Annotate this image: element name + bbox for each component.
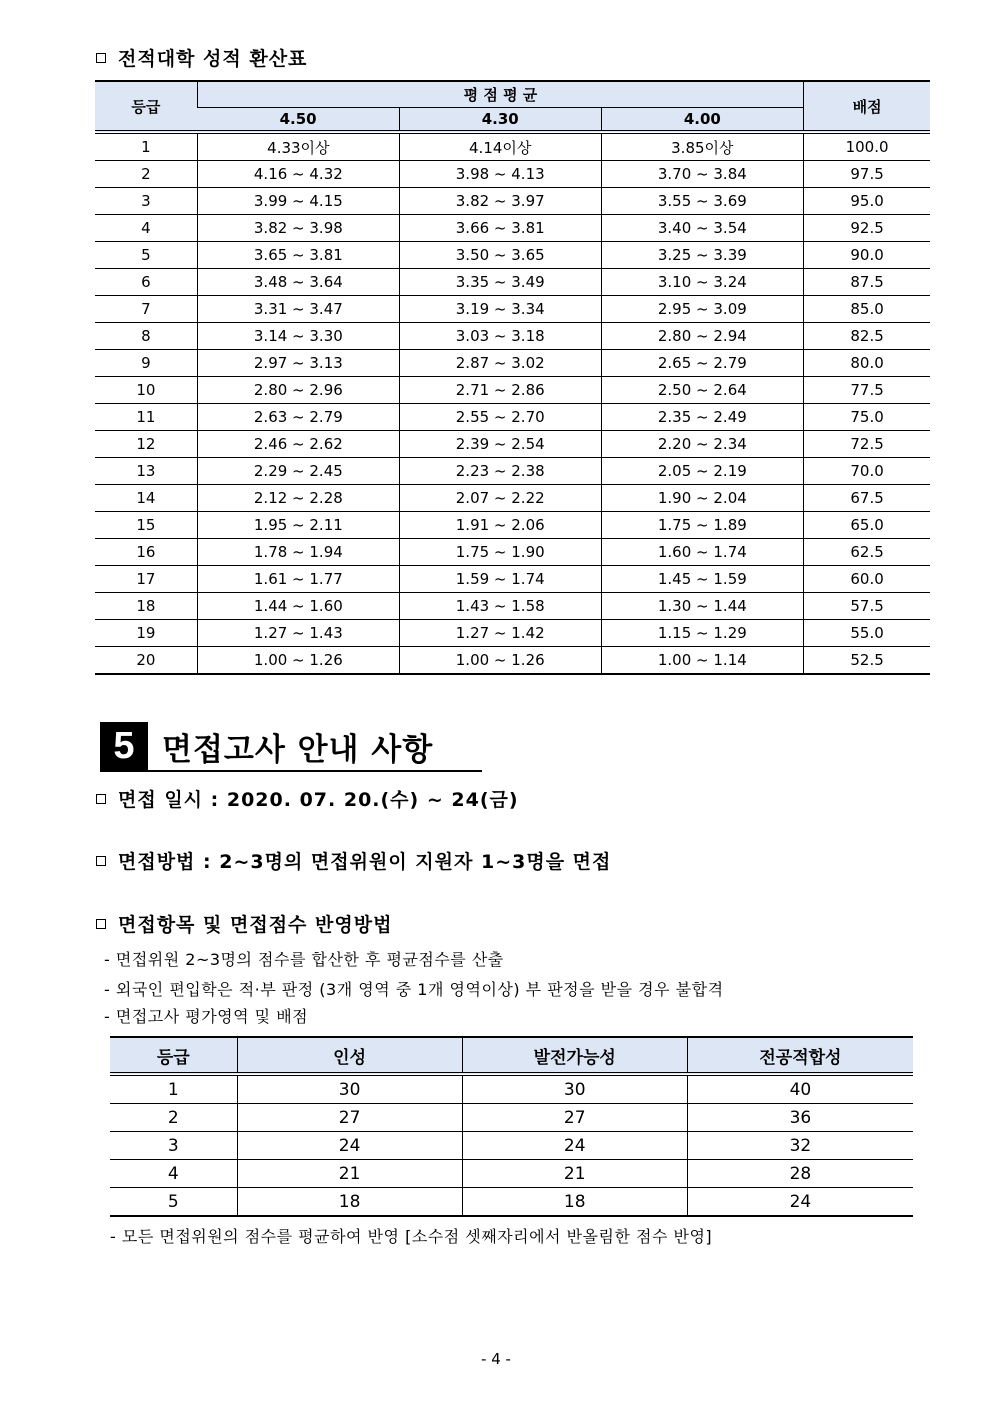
interview-items-heading xyxy=(96,910,392,937)
cell-s430: 1.59 ~ 1.74 xyxy=(399,566,601,593)
cell-s450: 2.63 ~ 2.79 xyxy=(197,404,399,431)
table-row xyxy=(95,647,930,675)
table-row xyxy=(110,1074,913,1104)
cell-grade: 2 xyxy=(110,1104,237,1132)
col-gpa-group-header: 평 점 평 균 xyxy=(197,81,803,108)
page-number: - 4 - xyxy=(481,1350,511,1368)
cell-grade: 9 xyxy=(95,350,197,377)
cell-s430: 2.07 ~ 2.22 xyxy=(399,485,601,512)
cell-grade: 5 xyxy=(95,242,197,269)
table-row xyxy=(95,593,930,620)
table-row xyxy=(95,296,930,323)
cell-potential: 27 xyxy=(462,1104,687,1132)
col-scale-450: 4.50 xyxy=(197,108,399,133)
cell-grade: 16 xyxy=(95,539,197,566)
cell-score: 77.5 xyxy=(804,377,930,404)
table-row xyxy=(95,161,930,188)
cell-s400: 3.25 ~ 3.39 xyxy=(601,242,804,269)
cell-potential: 24 xyxy=(462,1132,687,1160)
col-grade-header: 등급 xyxy=(95,81,197,132)
note-foreign-applicant: - 외국인 편입학은 적·부 판정 (3개 영역 중 1개 영역이상) 부 판정을 받을 경우 불합격 xyxy=(104,980,724,999)
cell-score: 95.0 xyxy=(804,188,930,215)
cell-score: 82.5 xyxy=(804,323,930,350)
cell-s450: 1.00 ~ 1.26 xyxy=(197,647,399,675)
cell-s430: 2.39 ~ 2.54 xyxy=(399,431,601,458)
table-row xyxy=(95,512,930,539)
cell-s400: 3.40 ~ 3.54 xyxy=(601,215,804,242)
cell-grade: 13 xyxy=(95,458,197,485)
cell-s450: 1.27 ~ 1.43 xyxy=(197,620,399,647)
table-row xyxy=(95,620,930,647)
table-row xyxy=(95,404,930,431)
cell-s430: 3.50 ~ 3.65 xyxy=(399,242,601,269)
cell-grade: 1 xyxy=(95,132,197,161)
cell-s430: 2.87 ~ 3.02 xyxy=(399,350,601,377)
interview-method-text: 면접방법 : 2~3명의 면접위원이 지원자 1~3명을 면접 xyxy=(118,851,612,873)
cell-major-fit: 24 xyxy=(687,1188,913,1217)
interview-items-text: 면접항목 및 면접점수 반영방법 xyxy=(118,914,393,936)
checkbox-bullet-icon xyxy=(96,919,106,929)
col-header-personality: 인성 xyxy=(237,1037,462,1074)
cell-s400: 3.55 ~ 3.69 xyxy=(601,188,804,215)
cell-s430: 1.75 ~ 1.90 xyxy=(399,539,601,566)
table-row xyxy=(95,132,930,161)
table-row xyxy=(95,215,930,242)
cell-s450: 1.95 ~ 2.11 xyxy=(197,512,399,539)
cell-grade: 6 xyxy=(95,269,197,296)
cell-personality: 30 xyxy=(237,1074,462,1104)
section5-underline xyxy=(100,770,482,772)
cell-s430: 1.00 ~ 1.26 xyxy=(399,647,601,675)
table-row xyxy=(95,242,930,269)
col-header-potential: 발전가능성 xyxy=(462,1037,687,1074)
table-row xyxy=(95,539,930,566)
conversion-heading xyxy=(96,44,307,71)
cell-score: 92.5 xyxy=(804,215,930,242)
cell-s400: 2.35 ~ 2.49 xyxy=(601,404,804,431)
cell-s430: 3.82 ~ 3.97 xyxy=(399,188,601,215)
cell-grade: 14 xyxy=(95,485,197,512)
col-scale-430: 4.30 xyxy=(399,108,601,133)
cell-personality: 24 xyxy=(237,1132,462,1160)
col-score-header: 배점 xyxy=(804,81,930,132)
cell-score: 70.0 xyxy=(804,458,930,485)
cell-s430: 3.66 ~ 3.81 xyxy=(399,215,601,242)
cell-s400: 1.75 ~ 1.89 xyxy=(601,512,804,539)
cell-s450: 2.46 ~ 2.62 xyxy=(197,431,399,458)
cell-s450: 2.12 ~ 2.28 xyxy=(197,485,399,512)
cell-grade: 8 xyxy=(95,323,197,350)
col-header-major-fit: 전공적합성 xyxy=(687,1037,913,1074)
table-row xyxy=(95,188,930,215)
cell-score: 60.0 xyxy=(804,566,930,593)
cell-s430: 1.43 ~ 1.58 xyxy=(399,593,601,620)
cell-s400: 2.80 ~ 2.94 xyxy=(601,323,804,350)
cell-s400: 3.10 ~ 3.24 xyxy=(601,269,804,296)
cell-grade: 17 xyxy=(95,566,197,593)
cell-s430: 1.91 ~ 2.06 xyxy=(399,512,601,539)
section5-title: 면접고사 안내 사항 xyxy=(162,732,434,768)
cell-s430: 3.03 ~ 3.18 xyxy=(399,323,601,350)
cell-s400: 1.60 ~ 1.74 xyxy=(601,539,804,566)
cell-personality: 27 xyxy=(237,1104,462,1132)
cell-score: 72.5 xyxy=(804,431,930,458)
cell-grade: 18 xyxy=(95,593,197,620)
cell-s400: 1.45 ~ 1.59 xyxy=(601,566,804,593)
checkbox-bullet-icon xyxy=(96,856,106,866)
cell-score: 62.5 xyxy=(804,539,930,566)
footnote-averaging: - 모든 면접위원의 점수를 평균하여 반영 [소수점 셋째자리에서 반올림한 점수 반영] xyxy=(110,1227,713,1246)
cell-grade: 12 xyxy=(95,431,197,458)
cell-grade: 2 xyxy=(95,161,197,188)
cell-score: 75.0 xyxy=(804,404,930,431)
cell-s400: 1.00 ~ 1.14 xyxy=(601,647,804,675)
cell-score: 65.0 xyxy=(804,512,930,539)
cell-s450: 4.16 ~ 4.32 xyxy=(197,161,399,188)
cell-score: 100.0 xyxy=(804,132,930,161)
checkbox-bullet-icon xyxy=(96,53,106,63)
note-evaluation-areas: - 면접고사 평가영역 및 배점 xyxy=(104,1007,309,1026)
cell-s400: 2.65 ~ 2.79 xyxy=(601,350,804,377)
table-row xyxy=(95,431,930,458)
grade-conversion-table xyxy=(95,80,930,675)
cell-s400: 3.70 ~ 3.84 xyxy=(601,161,804,188)
table-row xyxy=(95,485,930,512)
cell-s430: 3.98 ~ 4.13 xyxy=(399,161,601,188)
cell-s430: 2.23 ~ 2.38 xyxy=(399,458,601,485)
cell-grade: 10 xyxy=(95,377,197,404)
table-row xyxy=(95,566,930,593)
cell-grade: 1 xyxy=(110,1074,237,1104)
cell-major-fit: 28 xyxy=(687,1160,913,1188)
interview-method-heading xyxy=(96,847,611,874)
cell-s430: 3.19 ~ 3.34 xyxy=(399,296,601,323)
cell-major-fit: 36 xyxy=(687,1104,913,1132)
table-row xyxy=(95,377,930,404)
cell-s450: 3.14 ~ 3.30 xyxy=(197,323,399,350)
cell-score: 85.0 xyxy=(804,296,930,323)
cell-s430: 1.27 ~ 1.42 xyxy=(399,620,601,647)
section-number-badge: 5 xyxy=(100,722,148,770)
cell-s430: 2.55 ~ 2.70 xyxy=(399,404,601,431)
cell-major-fit: 32 xyxy=(687,1132,913,1160)
cell-s450: 3.99 ~ 4.15 xyxy=(197,188,399,215)
cell-grade: 4 xyxy=(110,1160,237,1188)
cell-s400: 1.90 ~ 2.04 xyxy=(601,485,804,512)
cell-potential: 30 xyxy=(462,1074,687,1104)
cell-s450: 3.31 ~ 3.47 xyxy=(197,296,399,323)
cell-potential: 21 xyxy=(462,1160,687,1188)
cell-grade: 4 xyxy=(95,215,197,242)
table-row xyxy=(110,1188,913,1217)
col-scale-400: 4.00 xyxy=(601,108,804,133)
cell-grade: 7 xyxy=(95,296,197,323)
cell-score: 52.5 xyxy=(804,647,930,675)
cell-s450: 4.33이상 xyxy=(197,132,399,161)
interview-score-table xyxy=(110,1036,913,1217)
cell-grade: 5 xyxy=(110,1188,237,1217)
cell-s450: 1.44 ~ 1.60 xyxy=(197,593,399,620)
cell-score: 67.5 xyxy=(804,485,930,512)
cell-grade: 11 xyxy=(95,404,197,431)
table-row xyxy=(95,323,930,350)
table-row xyxy=(110,1104,913,1132)
checkbox-bullet-icon xyxy=(96,794,106,804)
cell-s430: 2.71 ~ 2.86 xyxy=(399,377,601,404)
cell-grade: 19 xyxy=(95,620,197,647)
cell-score: 55.0 xyxy=(804,620,930,647)
cell-s450: 3.48 ~ 3.64 xyxy=(197,269,399,296)
cell-s430: 3.35 ~ 3.49 xyxy=(399,269,601,296)
conversion-heading-text: 전적대학 성적 환산표 xyxy=(118,48,308,70)
cell-score: 87.5 xyxy=(804,269,930,296)
cell-major-fit: 40 xyxy=(687,1074,913,1104)
cell-grade: 15 xyxy=(95,512,197,539)
table-row xyxy=(95,458,930,485)
cell-potential: 18 xyxy=(462,1188,687,1217)
interview-date-text: 면접 일시 : 2020. 07. 20.(수) ~ 24(금) xyxy=(118,789,519,811)
cell-s450: 2.97 ~ 3.13 xyxy=(197,350,399,377)
cell-s450: 1.78 ~ 1.94 xyxy=(197,539,399,566)
cell-s400: 1.30 ~ 1.44 xyxy=(601,593,804,620)
note-average-score: - 면접위원 2~3명의 점수를 합산한 후 평균점수를 산출 xyxy=(104,950,504,969)
cell-s450: 3.65 ~ 3.81 xyxy=(197,242,399,269)
table-row xyxy=(110,1132,913,1160)
cell-personality: 21 xyxy=(237,1160,462,1188)
cell-s400: 2.50 ~ 2.64 xyxy=(601,377,804,404)
cell-score: 57.5 xyxy=(804,593,930,620)
cell-personality: 18 xyxy=(237,1188,462,1217)
table-row xyxy=(95,350,930,377)
cell-score: 90.0 xyxy=(804,242,930,269)
cell-score: 97.5 xyxy=(804,161,930,188)
cell-s400: 1.15 ~ 1.29 xyxy=(601,620,804,647)
cell-s400: 2.05 ~ 2.19 xyxy=(601,458,804,485)
cell-s450: 2.80 ~ 2.96 xyxy=(197,377,399,404)
cell-s400: 2.95 ~ 3.09 xyxy=(601,296,804,323)
cell-s450: 3.82 ~ 3.98 xyxy=(197,215,399,242)
cell-grade: 20 xyxy=(95,647,197,675)
cell-grade: 3 xyxy=(110,1132,237,1160)
table-row xyxy=(110,1160,913,1188)
interview-date-heading xyxy=(96,785,519,812)
cell-score: 80.0 xyxy=(804,350,930,377)
cell-grade: 3 xyxy=(95,188,197,215)
table-row xyxy=(95,269,930,296)
cell-s430: 4.14이상 xyxy=(399,132,601,161)
cell-s450: 2.29 ~ 2.45 xyxy=(197,458,399,485)
cell-s400: 3.85이상 xyxy=(601,132,804,161)
cell-s450: 1.61 ~ 1.77 xyxy=(197,566,399,593)
cell-s400: 2.20 ~ 2.34 xyxy=(601,431,804,458)
col-header-grade: 등급 xyxy=(110,1037,237,1074)
